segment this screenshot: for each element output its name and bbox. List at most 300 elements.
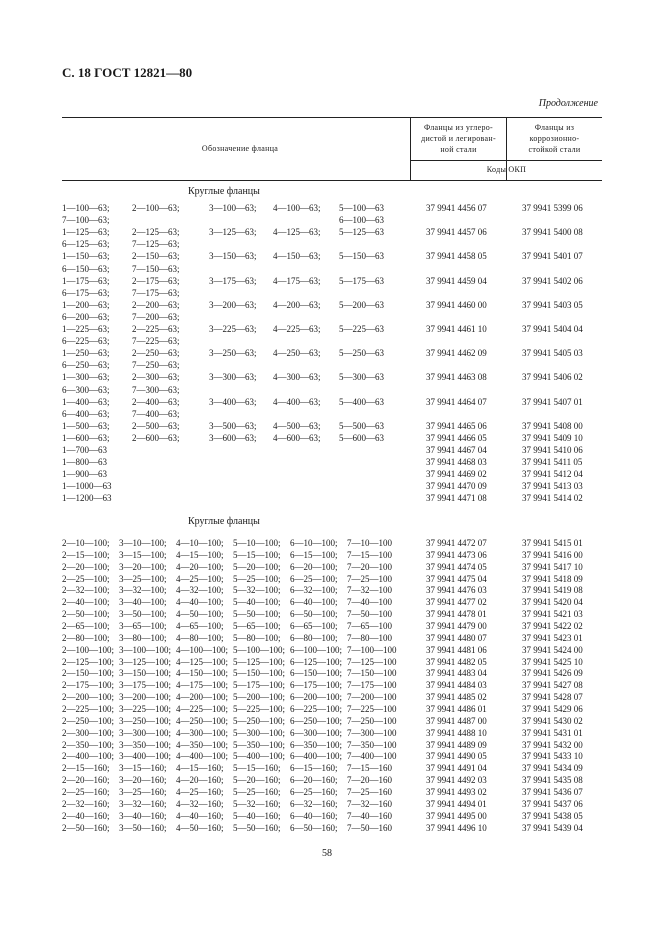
table-row — [62, 480, 602, 492]
flange-designation: 3—15—100; — [119, 549, 167, 560]
table-row — [62, 323, 602, 335]
okp-code-stainless: 37 9941 5400 08 — [522, 227, 583, 238]
flange-designation: 6—100—63 — [339, 215, 384, 226]
flange-designation: 5—32—160; — [233, 798, 281, 809]
flange-designation: 3—15—160; — [119, 763, 167, 774]
table-row — [62, 226, 602, 238]
flange-designation: 2—25—100; — [62, 573, 110, 584]
flange-designation: 5—225—100; — [233, 704, 286, 715]
flange-designation: 2—600—63; — [132, 432, 180, 443]
flange-designation: 3—300—63; — [209, 372, 257, 383]
flange-designation: 5—350—100; — [233, 739, 286, 750]
flange-designation: 7—200—63; — [132, 311, 180, 322]
flange-designation: 4—500—63; — [273, 420, 321, 431]
flange-designation: 3—250—63; — [209, 348, 257, 359]
flange-designation: 5—300—100; — [233, 727, 286, 738]
table-row — [62, 347, 602, 359]
flange-designation: 6—225—63; — [62, 336, 110, 347]
okp-code-stainless: 37 9941 5436 07 — [522, 787, 583, 798]
table-row — [62, 299, 602, 311]
flange-designation: 2—150—63; — [132, 251, 180, 262]
flange-designation: 5—175—63 — [339, 275, 384, 286]
page-number: 58 — [322, 848, 332, 859]
flange-designation: 6—10—100; — [290, 538, 338, 548]
flange-designation: 3—100—63; — [209, 203, 257, 213]
flange-designation: 4—200—63; — [273, 299, 321, 310]
table-row — [62, 632, 602, 644]
table-row — [62, 444, 602, 456]
table-row — [62, 644, 602, 656]
okp-code-carbon: 37 9941 4495 00 — [426, 810, 487, 821]
table-row — [62, 739, 602, 751]
okp-code-carbon: 37 9941 4492 03 — [426, 775, 487, 786]
flange-designation: 7—40—160 — [347, 810, 392, 821]
flange-designation: 3—300—100; — [119, 727, 172, 738]
okp-code-stainless: 37 9941 5435 08 — [522, 775, 583, 786]
flange-designation: 4—65—100; — [176, 621, 224, 632]
okp-code-stainless: 37 9941 5410 06 — [522, 445, 583, 455]
flange-designation: 4—25—160; — [176, 787, 224, 798]
table-row — [62, 573, 602, 585]
flange-designation: 3—350—100; — [119, 739, 172, 750]
flange-designation: 4—150—100; — [176, 668, 229, 679]
table-row — [62, 608, 602, 620]
flange-designation: 5—400—63 — [339, 396, 384, 407]
flange-designation: 4—225—63; — [273, 324, 321, 334]
okp-code-stainless: 37 9941 5420 04 — [522, 597, 583, 608]
flange-designation: 5—15—160; — [233, 763, 281, 774]
table-row — [62, 335, 602, 347]
okp-code-stainless: 37 9941 5425 10 — [522, 656, 583, 667]
flange-designation: 5—125—63 — [339, 227, 384, 238]
okp-code-stainless: 37 9941 5418 09 — [522, 573, 583, 584]
flange-designation: 1—125—63; — [62, 227, 110, 238]
okp-code-carbon: 37 9941 4460 00 — [426, 299, 487, 310]
flange-designation: 6—32—100; — [290, 585, 338, 596]
flange-designation: 6—150—100; — [290, 668, 343, 679]
flange-designation: 1—1200—63 — [62, 493, 112, 504]
okp-code-carbon: 37 9941 4475 04 — [426, 573, 487, 584]
table-row — [62, 798, 602, 810]
flange-designation: 6—400—63; — [62, 408, 110, 419]
flange-designation: 2—150—100; — [62, 668, 115, 679]
flange-designation: 5—250—63 — [339, 348, 384, 359]
flange-designation: 3—400—63; — [209, 396, 257, 407]
okp-code-carbon: 37 9941 4464 07 — [426, 396, 487, 407]
flange-designation: 3—225—100; — [119, 704, 172, 715]
flange-designation: 2—40—100; — [62, 597, 110, 608]
flange-designation: 2—200—100; — [62, 692, 115, 703]
flange-designation: 3—80—100; — [119, 632, 167, 643]
flange-designation: 1—900—63 — [62, 469, 107, 480]
flange-designation: 4—20—160; — [176, 775, 224, 786]
table-row — [62, 214, 602, 226]
okp-code-stainless: 37 9941 5404 04 — [522, 324, 583, 334]
flange-designation: 3—225—63; — [209, 324, 257, 334]
flange-designation: 6—350—100; — [290, 739, 343, 750]
flange-designation: 3—100—100; — [119, 644, 172, 655]
okp-code-carbon: 37 9941 4466 05 — [426, 432, 487, 443]
okp-code-stainless: 37 9941 5430 02 — [522, 715, 583, 726]
flange-designation: 4—300—63; — [273, 372, 321, 383]
flange-designation: 4—200—100; — [176, 692, 229, 703]
okp-code-stainless: 37 9941 5421 03 — [522, 609, 583, 620]
continuation-label: Продолжение — [538, 98, 598, 109]
table-row — [62, 549, 602, 561]
flange-designation: 4—250—100; — [176, 715, 229, 726]
flange-designation: 4—225—100; — [176, 704, 229, 715]
flange-designation: 2—175—100; — [62, 680, 115, 691]
table-row — [62, 715, 602, 727]
flange-designation: 5—300—63 — [339, 372, 384, 383]
flange-designation: 5—150—63 — [339, 251, 384, 262]
flange-designation: 2—65—100; — [62, 621, 110, 632]
flange-designation: 1—225—63; — [62, 324, 110, 334]
okp-code-carbon: 37 9941 4470 09 — [426, 481, 487, 492]
table-row — [62, 311, 602, 323]
flange-designation: 2—225—100; — [62, 704, 115, 715]
okp-code-stainless: 37 9941 5439 04 — [522, 822, 583, 833]
okp-code-carbon: 37 9941 4487 00 — [426, 715, 487, 726]
flange-designation: 3—200—63; — [209, 299, 257, 310]
flange-designation: 2—125—63; — [132, 227, 180, 238]
flange-designation: 2—100—63; — [132, 203, 180, 213]
okp-code-carbon: 37 9941 4477 02 — [426, 597, 487, 608]
okp-code-carbon: 37 9941 4481 06 — [426, 644, 487, 655]
okp-code-stainless: 37 9941 5422 02 — [522, 621, 583, 632]
flange-designation: 4—50—160; — [176, 822, 224, 833]
okp-code-carbon: 37 9941 4493 02 — [426, 787, 487, 798]
flange-designation: 7—125—63; — [132, 239, 180, 250]
flange-designation: 2—20—100; — [62, 561, 110, 572]
flange-designation: 6—150—63; — [62, 263, 110, 274]
flange-designation: 2—25—160; — [62, 787, 110, 798]
flange-designation: 6—25—160; — [290, 787, 338, 798]
table-row — [62, 774, 602, 786]
okp-code-stainless: 37 9941 5411 05 — [522, 457, 583, 468]
okp-code-carbon: 37 9941 4483 04 — [426, 668, 487, 679]
flange-designation: 2—32—160; — [62, 798, 110, 809]
flange-designation: 7—25—160 — [347, 787, 392, 798]
header-codes-rule — [410, 160, 602, 161]
table-row — [62, 371, 602, 383]
flange-designation: 7—80—100 — [347, 632, 392, 643]
flange-designation: 1—800—63 — [62, 457, 107, 468]
table-row — [62, 786, 602, 798]
flange-designation: 2—100—100; — [62, 644, 115, 655]
flange-designation: 7—100—100 — [347, 644, 397, 655]
flange-designation: 2—10—100; — [62, 538, 110, 548]
flange-designation: 4—20—100; — [176, 561, 224, 572]
table-row — [62, 263, 602, 275]
flange-designation: 1—300—63; — [62, 372, 110, 383]
flange-designation: 3—500—63; — [209, 420, 257, 431]
table-row — [62, 359, 602, 371]
flange-designation: 4—25—100; — [176, 573, 224, 584]
flange-designation: 3—150—63; — [209, 251, 257, 262]
flange-designation: 4—175—63; — [273, 275, 321, 286]
table-row — [62, 656, 602, 668]
flange-designation: 6—20—100; — [290, 561, 338, 572]
table-row — [62, 275, 602, 287]
flange-designation: 1—200—63; — [62, 299, 110, 310]
table-row — [62, 750, 602, 762]
flange-designation: 5—100—63 — [339, 203, 384, 213]
okp-code-carbon: 37 9941 4463 08 — [426, 372, 487, 383]
flange-designation: 3—20—100; — [119, 561, 167, 572]
table-row — [62, 620, 602, 632]
flange-designation: 4—175—100; — [176, 680, 229, 691]
flange-designation: 3—50—160; — [119, 822, 167, 833]
okp-code-carbon: 37 9941 4468 03 — [426, 457, 487, 468]
table-row — [62, 468, 602, 480]
table-row — [62, 432, 602, 444]
flange-designation: 2—300—63; — [132, 372, 180, 383]
okp-code-stainless: 37 9941 5437 06 — [522, 798, 583, 809]
okp-code-carbon: 37 9941 4462 09 — [426, 348, 487, 359]
flange-designation: 3—400—100; — [119, 751, 172, 762]
flange-designation: 6—250—63; — [62, 360, 110, 371]
okp-code-stainless: 37 9941 5432 00 — [522, 739, 583, 750]
flange-designation: 3—20—160; — [119, 775, 167, 786]
flange-designation: 5—175—100; — [233, 680, 286, 691]
flange-designation: 7—350—100 — [347, 739, 397, 750]
flange-designation: 6—175—63; — [62, 287, 110, 298]
flange-designation: 4—50—100; — [176, 609, 224, 620]
flange-designation: 2—20—160; — [62, 775, 110, 786]
okp-code-stainless: 37 9941 5409 10 — [522, 432, 583, 443]
flange-designation: 6—25—100; — [290, 573, 338, 584]
flange-designation: 2—15—160; — [62, 763, 110, 774]
flange-designation: 3—50—100; — [119, 609, 167, 620]
okp-code-stainless: 37 9941 5438 05 — [522, 810, 583, 821]
table-row — [62, 537, 602, 549]
flange-designation: 4—150—63; — [273, 251, 321, 262]
okp-code-stainless: 37 9941 5415 01 — [522, 538, 583, 548]
okp-code-carbon: 37 9941 4459 04 — [426, 275, 487, 286]
flange-designation: 5—25—100; — [233, 573, 281, 584]
okp-code-stainless: 37 9941 5434 09 — [522, 763, 583, 774]
flange-designation: 7—15—100 — [347, 549, 392, 560]
flange-designation: 1—1000—63 — [62, 481, 112, 492]
flange-designation: 6—125—100; — [290, 656, 343, 667]
flange-designation: 7—65—100 — [347, 621, 392, 632]
flange-designation: 4—32—100; — [176, 585, 224, 596]
flange-designation: 3—65—100; — [119, 621, 167, 632]
okp-code-carbon: 37 9941 4473 06 — [426, 549, 487, 560]
table-row — [62, 727, 602, 739]
okp-code-carbon: 37 9941 4489 09 — [426, 739, 487, 750]
flange-designation: 3—125—100; — [119, 656, 172, 667]
flange-designation: 6—250—100; — [290, 715, 343, 726]
flange-designation: 7—50—160 — [347, 822, 392, 833]
flange-designation: 5—600—63 — [339, 432, 384, 443]
flange-designation: 5—500—63 — [339, 420, 384, 431]
okp-code-stainless: 37 9941 5405 03 — [522, 348, 583, 359]
okp-code-carbon: 37 9941 4490 05 — [426, 751, 487, 762]
flange-designation: 5—10—100; — [233, 538, 281, 548]
flange-designation: 7—200—100 — [347, 692, 397, 703]
flange-designation: 7—300—100 — [347, 727, 397, 738]
okp-code-carbon: 37 9941 4458 05 — [426, 251, 487, 262]
flange-designation: 2—125—100; — [62, 656, 115, 667]
flange-designation: 3—125—63; — [209, 227, 257, 238]
flange-designation: 6—200—63; — [62, 311, 110, 322]
table-row — [62, 238, 602, 250]
okp-code-stainless: 37 9941 5402 06 — [522, 275, 583, 286]
flange-designation: 5—50—160; — [233, 822, 281, 833]
table-row — [62, 250, 602, 262]
flange-designation: 6—15—100; — [290, 549, 338, 560]
table-row — [62, 822, 602, 834]
table-row — [62, 596, 602, 608]
flange-designation: 2—250—100; — [62, 715, 115, 726]
okp-code-carbon: 37 9941 4480 07 — [426, 632, 487, 643]
table-row — [62, 810, 602, 822]
flange-designation: 5—50—100; — [233, 609, 281, 620]
flange-designation: 3—40—100; — [119, 597, 167, 608]
okp-code-stainless: 37 9941 5399 06 — [522, 203, 583, 213]
flange-designation: 5—20—100; — [233, 561, 281, 572]
flange-designation: 6—32—160; — [290, 798, 338, 809]
okp-code-carbon: 37 9941 4494 01 — [426, 798, 487, 809]
okp-code-carbon: 37 9941 4485 02 — [426, 692, 487, 703]
flange-designation: 1—100—63; — [62, 203, 110, 213]
flange-designation: 7—100—63; — [62, 215, 110, 226]
table-row — [62, 691, 602, 703]
flange-designation: 3—32—160; — [119, 798, 167, 809]
okp-code-stainless: 37 9941 5416 00 — [522, 549, 583, 560]
table-row — [62, 679, 602, 691]
flange-designation: 5—80—100; — [233, 632, 281, 643]
flange-designation: 7—250—63; — [132, 360, 180, 371]
flange-designation: 5—400—100; — [233, 751, 286, 762]
flange-designation: 2—40—160; — [62, 810, 110, 821]
okp-code-stainless: 37 9941 5433 10 — [522, 751, 583, 762]
okp-code-carbon: 37 9941 4488 10 — [426, 727, 487, 738]
okp-code-carbon: 37 9941 4472 07 — [426, 538, 487, 548]
table-row — [62, 408, 602, 420]
okp-code-carbon: 37 9941 4484 03 — [426, 680, 487, 691]
okp-code-carbon: 37 9941 4486 01 — [426, 704, 487, 715]
flange-designation: 5—125—100; — [233, 656, 286, 667]
flange-designation: 2—400—100; — [62, 751, 115, 762]
page-header: С. 18 ГОСТ 12821—80 — [62, 65, 193, 80]
flange-designation: 7—175—63; — [132, 287, 180, 298]
okp-code-stainless: 37 9941 5403 05 — [522, 299, 583, 310]
flange-designation: 6—125—63; — [62, 239, 110, 250]
okp-code-carbon: 37 9941 4478 01 — [426, 609, 487, 620]
flange-designation: 7—175—100 — [347, 680, 397, 691]
flange-designation: 4—400—100; — [176, 751, 229, 762]
flange-designation: 1—600—63; — [62, 432, 110, 443]
flange-designation: 2—80—100; — [62, 632, 110, 643]
flange-designation: 7—20—160 — [347, 775, 392, 786]
flange-designation: 7—225—63; — [132, 336, 180, 347]
table-row — [62, 384, 602, 396]
flange-designation: 3—600—63; — [209, 432, 257, 443]
section-title: Круглые фланцы — [188, 516, 260, 527]
flange-designation: 2—500—63; — [132, 420, 180, 431]
table-row — [62, 703, 602, 715]
flange-designation: 5—32—100; — [233, 585, 281, 596]
flange-designation: 4—300—100; — [176, 727, 229, 738]
flange-designation: 4—15—160; — [176, 763, 224, 774]
flange-designation: 3—150—100; — [119, 668, 172, 679]
okp-code-stainless: 37 9941 5414 02 — [522, 493, 583, 504]
table-row — [62, 492, 602, 504]
flange-designation: 2—50—160; — [62, 822, 110, 833]
header-okp-codes: Коды ОКП — [486, 165, 527, 174]
flange-designation: 4—10—100; — [176, 538, 224, 548]
flange-designation: 3—175—100; — [119, 680, 172, 691]
flange-designation: 4—600—63; — [273, 432, 321, 443]
flange-designation: 2—300—100; — [62, 727, 115, 738]
flange-designation: 7—300—63; — [132, 384, 180, 395]
flange-designation: 4—32—160; — [176, 798, 224, 809]
table-row — [62, 561, 602, 573]
flange-designation: 3—10—100; — [119, 538, 167, 548]
flange-designation: 7—225—100 — [347, 704, 397, 715]
okp-code-stainless: 37 9941 5406 02 — [522, 372, 583, 383]
flange-designation: 7—32—160 — [347, 798, 392, 809]
flange-designation: 4—100—100; — [176, 644, 229, 655]
table-row — [62, 456, 602, 468]
flange-designation: 6—40—160; — [290, 810, 338, 821]
flange-designation: 5—40—160; — [233, 810, 281, 821]
okp-code-stainless: 37 9941 5408 00 — [522, 420, 583, 431]
flange-designation: 2—15—100; — [62, 549, 110, 560]
flange-designation: 5—225—63 — [339, 324, 384, 334]
header-bottom-rule — [62, 180, 602, 181]
flange-designation: 2—50—100; — [62, 609, 110, 620]
okp-code-stainless: 37 9941 5423 01 — [522, 632, 583, 643]
flange-designation: 7—400—100 — [347, 751, 397, 762]
okp-code-stainless: 37 9941 5424 00 — [522, 644, 583, 655]
okp-code-stainless: 37 9941 5407 01 — [522, 396, 583, 407]
okp-code-carbon: 37 9941 4479 00 — [426, 621, 487, 632]
flange-designation: 7—50—100 — [347, 609, 392, 620]
flange-designation: 1—150—63; — [62, 251, 110, 262]
flange-designation: 6—100—100; — [290, 644, 343, 655]
okp-code-stainless: 37 9941 5426 09 — [522, 668, 583, 679]
flange-designation: 5—150—100; — [233, 668, 286, 679]
flange-designation: 4—40—160; — [176, 810, 224, 821]
flange-designation: 4—250—63; — [273, 348, 321, 359]
okp-code-stainless: 37 9941 5413 03 — [522, 481, 583, 492]
flange-designation: 4—125—100; — [176, 656, 229, 667]
flange-designation: 2—350—100; — [62, 739, 115, 750]
okp-code-stainless: 37 9941 5428 07 — [522, 692, 583, 703]
flange-designation: 1—175—63; — [62, 275, 110, 286]
flange-designation: 4—350—100; — [176, 739, 229, 750]
okp-code-stainless: 37 9941 5429 06 — [522, 704, 583, 715]
okp-code-stainless: 37 9941 5412 04 — [522, 469, 583, 480]
flange-designation: 1—400—63; — [62, 396, 110, 407]
okp-code-stainless: 37 9941 5401 07 — [522, 251, 583, 262]
flange-designation: 5—250—100; — [233, 715, 286, 726]
flange-designation: 5—100—100; — [233, 644, 286, 655]
flange-designation: 1—250—63; — [62, 348, 110, 359]
flange-designation: 6—65—100; — [290, 621, 338, 632]
flange-designation: 3—40—160; — [119, 810, 167, 821]
flange-designation: 7—400—63; — [132, 408, 180, 419]
table-row — [62, 396, 602, 408]
table-row — [62, 202, 602, 214]
okp-code-carbon: 37 9941 4457 06 — [426, 227, 487, 238]
flange-designation: 6—300—63; — [62, 384, 110, 395]
okp-code-stainless: 37 9941 5427 08 — [522, 680, 583, 691]
